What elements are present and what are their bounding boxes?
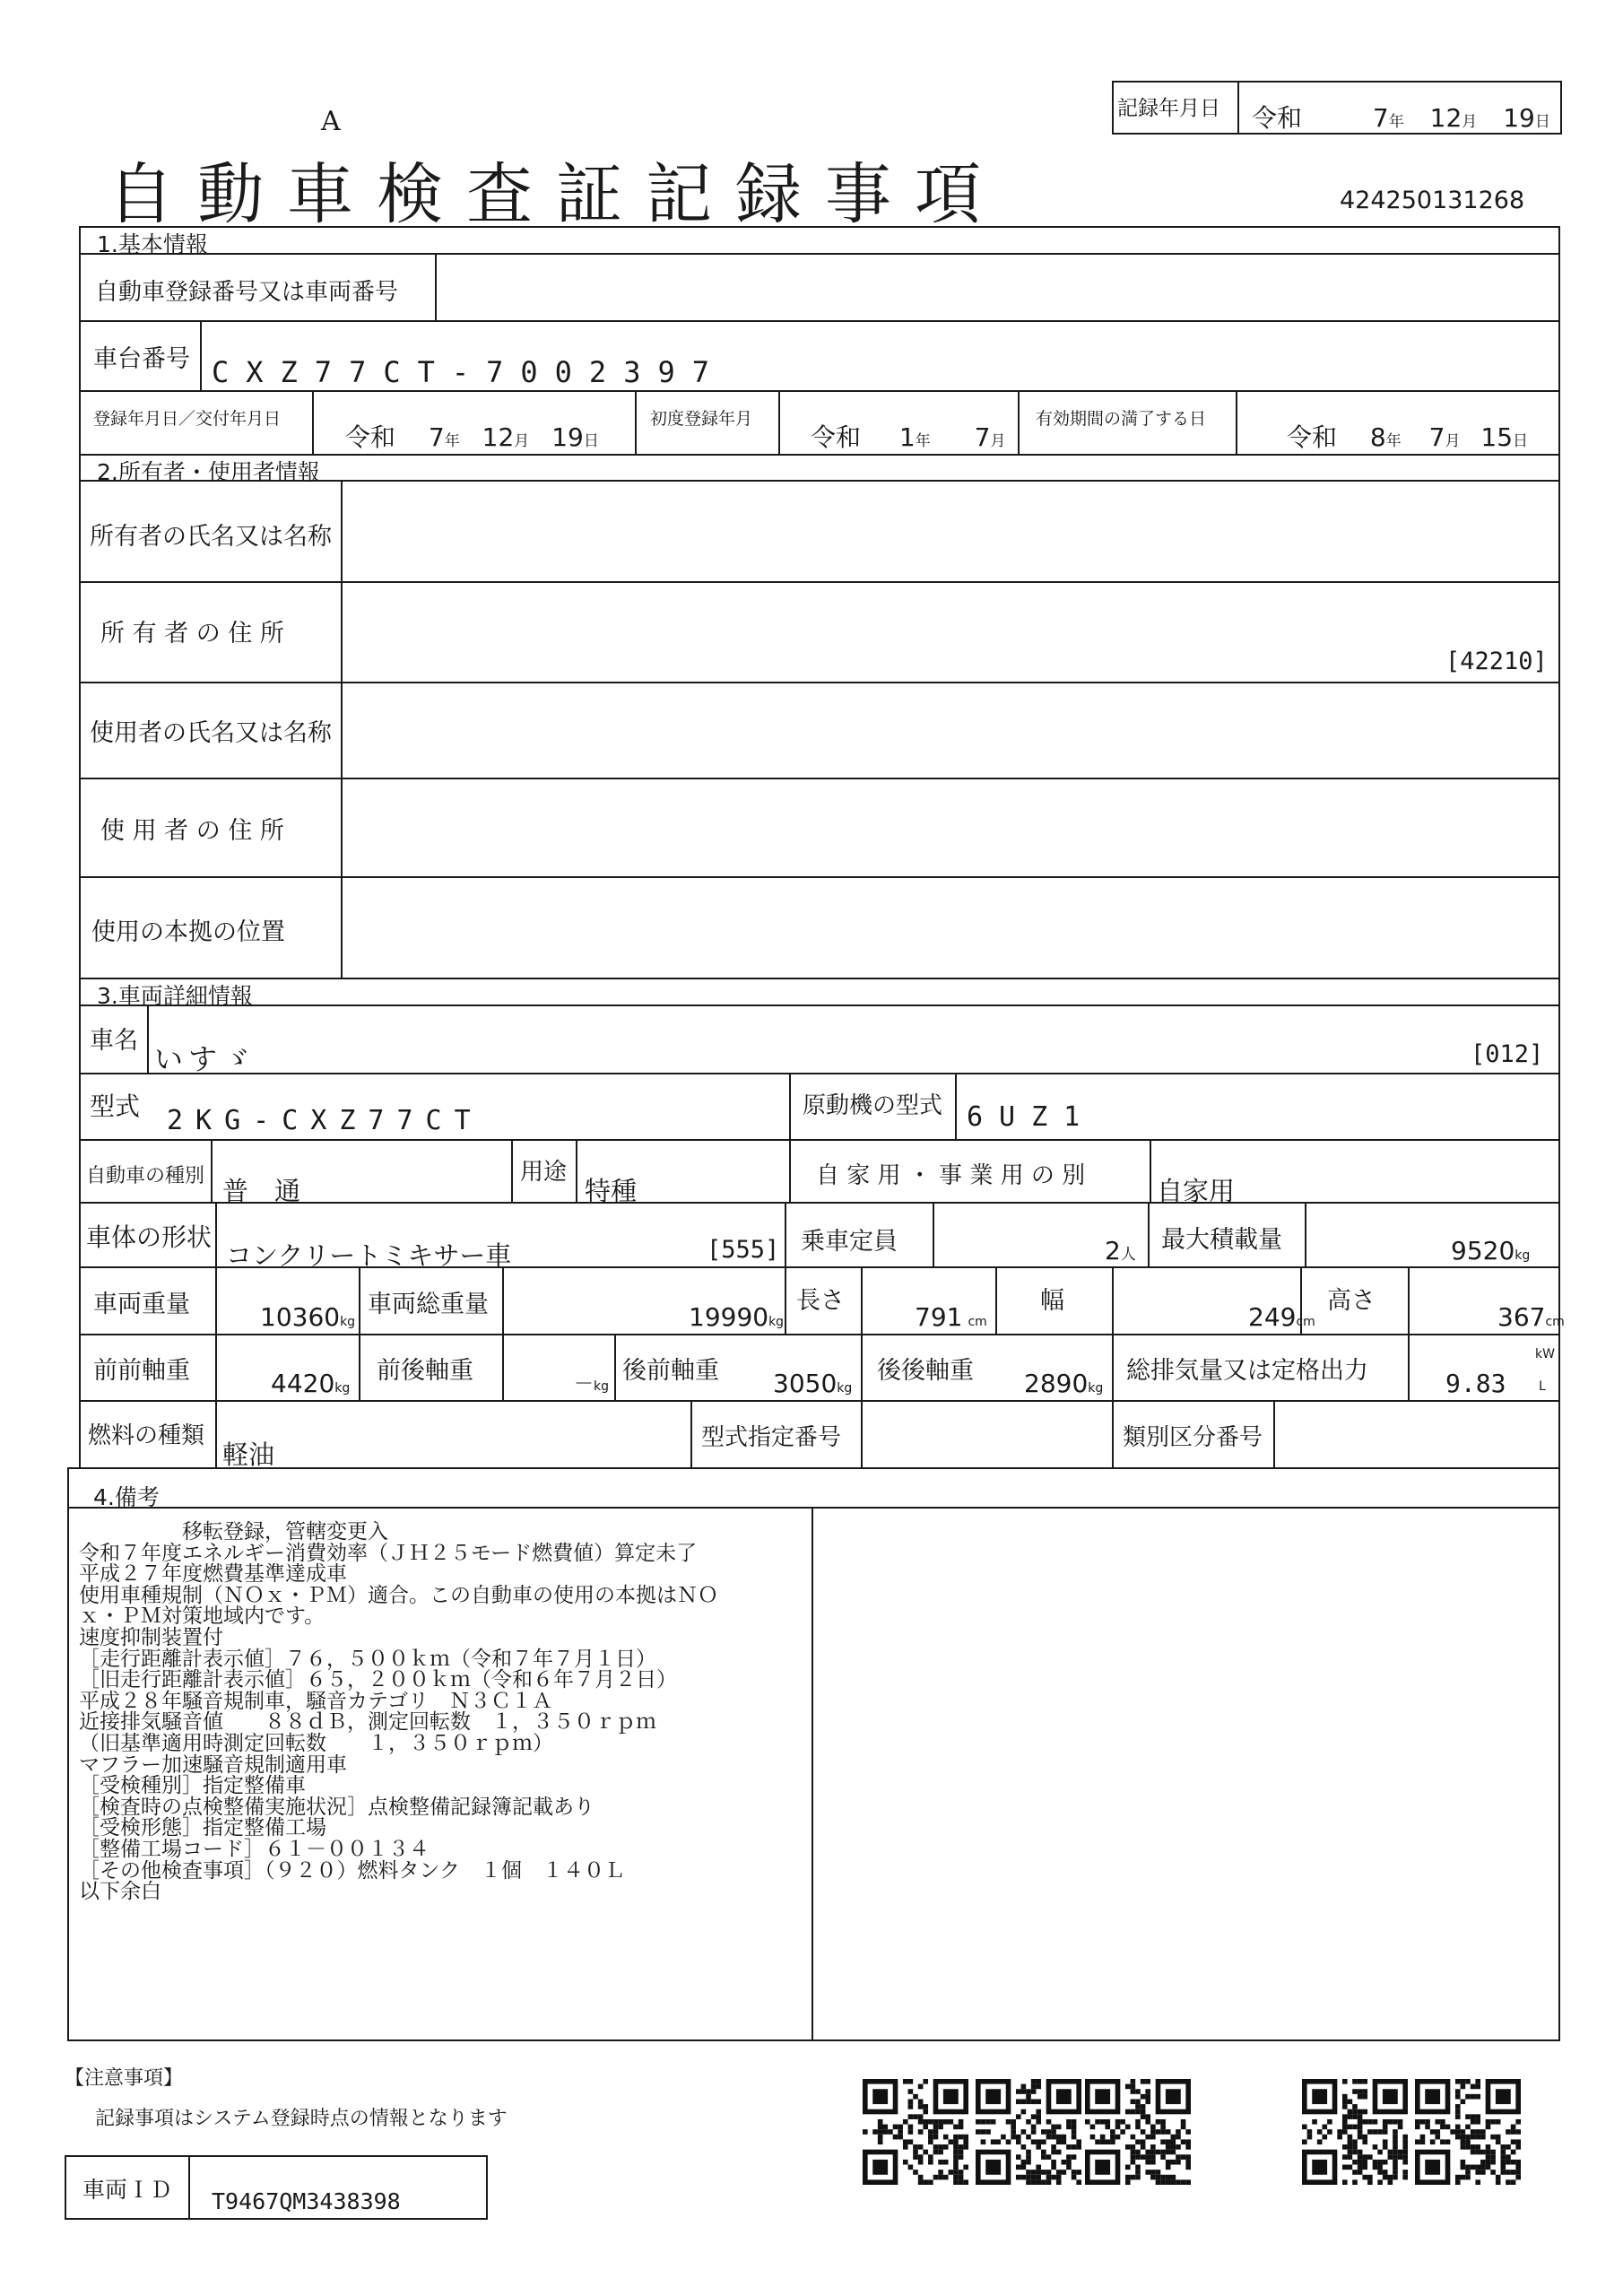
rule <box>79 253 1560 255</box>
day-unit: 日 <box>1513 432 1529 450</box>
fuel-value: 軽油 <box>222 1439 275 1470</box>
rule <box>995 1266 997 1334</box>
qr-code-2 <box>976 2079 1081 2185</box>
length-value <box>915 1302 987 1332</box>
rule <box>79 1334 1560 1335</box>
year: 7 <box>1372 103 1389 133</box>
owner-name-label: 所有者の氏名又は名称 <box>90 523 332 551</box>
rule <box>785 1266 786 1334</box>
kg-unit: kg <box>768 1315 785 1329</box>
month-unit: 月 <box>990 432 1006 450</box>
rule <box>79 876 1560 878</box>
ff-axle-label: 前前軸重 <box>93 1357 190 1385</box>
qr-code-5 <box>1415 2079 1521 2185</box>
month-unit: 月 <box>1445 432 1461 450</box>
private-business-value: 自家用 <box>1157 1176 1236 1206</box>
category-label: 類別区分番号 <box>1123 1424 1263 1451</box>
rule <box>614 1334 616 1400</box>
year: 8 <box>1369 422 1386 452</box>
vehicle-id-value: T9467QM3438398 <box>212 2188 401 2214</box>
kw-unit: kW <box>1535 1347 1555 1361</box>
rule <box>861 1400 863 1469</box>
rule <box>79 1400 1560 1402</box>
rule <box>1150 1139 1151 1202</box>
rule <box>778 390 780 456</box>
rr-axle-label: 後後軸重 <box>877 1357 974 1385</box>
rule <box>79 1004 1560 1006</box>
rule <box>312 390 314 456</box>
owner-info-title: 2.所有者・使用者情報 <box>97 459 320 485</box>
year-unit: 年 <box>1385 432 1402 450</box>
rule <box>789 1139 791 1202</box>
remarks-text: 移転登録，管轄変更入 令和７年度エネルギー消費効率（ＪＨ２５モード燃費値）算定未了 平成２７年度燃費基準達成車 使用車種規制（ＮＯｘ・ＰＭ）適合。この自動車の使用の本拠はＮＯ ｘ・ＰＭ対策地域内です。 速度抑制装置付 ［走行距離計表示値］７６，５００ｋｍ（令和７年７月１日） ［旧走行距離計表示値］６５，２００ｋｍ（令和６年７月２日） 平成２８年騒音規制車，騒音カテゴリ Ｎ３Ｃ１Ａ 近接排気騒音値 ８８ｄＢ，測定回転数 １，３５０ｒｐｍ （旧基準適用時測定回転数 １，３５０ｒｐｍ） マフラー加速騒音規制適用車 ［受検種別］指定整備車 ［検査時の点検整備実施状況］点検整備記録簿記載あり ［受検形態］指定整備工場 ［整備工場コード］６１－００１３４ ［その他検査事項］（９２０）燃料タンク １個 １４０Ｌ 以下余白 <box>79 1520 718 1904</box>
rule <box>502 1334 504 1400</box>
ff-axle-number: 4420 <box>271 1369 335 1398</box>
vehicle-id-label: 車両ＩＤ <box>82 2177 173 2203</box>
max-load-number: 9520 <box>1451 1236 1515 1265</box>
rule <box>789 1073 791 1139</box>
month: 7 <box>974 422 991 452</box>
user-name-label: 使用者の氏名又は名称 <box>90 719 332 747</box>
month-unit: 月 <box>1462 113 1478 131</box>
rule <box>341 480 343 979</box>
rule <box>1273 1400 1275 1469</box>
year-unit: 年 <box>1388 113 1404 131</box>
private-business-label: 自 家 用 ・ 事 業 用 の 別 <box>816 1162 1086 1189</box>
gross-number: 19990 <box>689 1302 769 1332</box>
year: 1 <box>898 422 916 452</box>
remarks-title: 4.備考 <box>93 1484 160 1510</box>
record-date-label: 記録年月日 <box>1117 97 1220 120</box>
rule <box>1112 1334 1114 1400</box>
rule <box>215 1400 217 1469</box>
rule <box>1236 390 1237 456</box>
capacity-unit: 人 <box>1120 1246 1136 1264</box>
kg-unit: kg <box>837 1381 853 1396</box>
rule <box>933 1202 934 1266</box>
displacement-label: 総排気量又は定格出力 <box>1126 1357 1368 1385</box>
rule <box>79 1202 1560 1204</box>
rule <box>1112 1400 1114 1469</box>
day: 19 <box>551 422 584 452</box>
month: 12 <box>482 422 515 452</box>
qr-code-4 <box>1302 2079 1408 2185</box>
rule <box>861 1266 863 1334</box>
kg-unit: kg <box>340 1315 356 1329</box>
displacement-value: 9.83 <box>1445 1369 1506 1398</box>
engine-value: 6UZ1 <box>967 1101 1097 1133</box>
rule <box>79 1073 1560 1074</box>
rule <box>502 1266 504 1334</box>
rule <box>635 390 637 456</box>
width-number: 249 <box>1248 1302 1297 1332</box>
first-reg-label: 初度登録年月 <box>650 409 753 429</box>
body-value: コンクリートミキサー車 <box>226 1240 512 1271</box>
kg-unit: kg <box>1088 1381 1104 1396</box>
record-date-value <box>1252 99 1550 135</box>
rule <box>511 1139 513 1202</box>
base-location-label: 使用の本拠の位置 <box>91 918 285 946</box>
notes-title: 【注意事項】 <box>65 2067 184 2090</box>
body-code: [555] <box>707 1236 780 1264</box>
user-address-label: 使 用 者 の 住 所 <box>100 817 284 845</box>
rule <box>188 2155 190 2220</box>
kg-unit: kg <box>1515 1248 1531 1263</box>
max-load-value <box>1451 1236 1530 1265</box>
rule <box>79 581 1560 583</box>
height-number: 367 <box>1497 1302 1546 1332</box>
weight-label: 車両重量 <box>93 1291 190 1318</box>
notes-text: 記録事項はシステム登録時点の情報となります <box>95 2108 508 2130</box>
reg-date-value <box>345 418 599 454</box>
fr-axle-value <box>574 1369 609 1396</box>
weight-value <box>260 1302 355 1332</box>
length-number: 791 <box>915 1302 963 1332</box>
cm-unit: cm <box>1545 1315 1565 1329</box>
rule <box>861 1334 863 1400</box>
capacity-label: 乗車定員 <box>801 1228 898 1256</box>
rule <box>79 778 1560 779</box>
expiry-label: 有効期間の満了する日 <box>1036 409 1207 429</box>
owner-code: [42210] <box>1445 648 1548 675</box>
rule <box>79 1139 1560 1141</box>
fr-axle-label: 前後軸重 <box>377 1357 473 1385</box>
rule <box>79 480 1560 482</box>
width-label: 幅 <box>1040 1287 1064 1315</box>
car-name-label: 車名 <box>90 1027 138 1055</box>
kind-value: 普 通 <box>222 1176 301 1206</box>
document-number: 424250131268 <box>1340 187 1525 214</box>
basic-info-title: 1.基本情報 <box>97 231 208 257</box>
use-value: 特種 <box>585 1176 638 1206</box>
model-label: 型式 <box>90 1091 141 1121</box>
year: 7 <box>428 422 445 452</box>
rf-axle-number: 3050 <box>773 1369 838 1398</box>
car-name-value: いすゞ <box>154 1042 257 1076</box>
rule <box>1148 1202 1150 1266</box>
rule <box>812 1507 813 2041</box>
expiry-value <box>1287 418 1528 454</box>
height-value <box>1497 1302 1565 1332</box>
l-unit: L <box>1539 1379 1546 1394</box>
capacity-number: 2 <box>1105 1236 1121 1265</box>
cm-unit: cm <box>1296 1315 1315 1329</box>
rule <box>215 1334 217 1400</box>
type-designation-label: 型式指定番号 <box>701 1424 842 1451</box>
rule <box>785 1202 786 1266</box>
year-unit: 年 <box>444 432 460 450</box>
rule <box>1408 1334 1410 1400</box>
rule <box>435 253 437 320</box>
qr-code-3 <box>1085 2079 1191 2185</box>
rule <box>1018 390 1020 456</box>
rule <box>67 1507 1560 1509</box>
rule <box>79 390 1560 392</box>
era: 令和 <box>1287 422 1338 452</box>
record-date-divider <box>1237 81 1239 135</box>
rr-axle-number: 2890 <box>1024 1369 1089 1398</box>
month-unit: 月 <box>514 432 530 450</box>
rule <box>690 1400 692 1469</box>
rule <box>200 320 202 390</box>
length-label: 長さ <box>796 1287 845 1315</box>
rule <box>215 1202 217 1266</box>
width-value <box>1248 1302 1315 1332</box>
era: 令和 <box>811 422 862 452</box>
year-unit: 年 <box>915 432 931 450</box>
reg-number-label: 自動車登録番号又は車両番号 <box>95 279 399 306</box>
rule <box>955 1073 957 1139</box>
vehicle-info-title: 3.車両詳細情報 <box>97 983 253 1009</box>
era: 令和 <box>345 422 396 452</box>
kg-unit: kg <box>594 1379 610 1394</box>
rule <box>147 1004 149 1073</box>
engine-label: 原動機の型式 <box>803 1092 943 1119</box>
first-reg-value <box>811 418 1005 454</box>
qr-code-1 <box>863 2079 968 2185</box>
gross-label: 車両総重量 <box>368 1291 489 1318</box>
rule <box>79 682 1560 683</box>
chassis-label: 車台番号 <box>93 345 190 373</box>
kind-label: 自動車の種別 <box>86 1165 205 1187</box>
reg-date-label: 登録年月日／交付年月日 <box>93 409 282 429</box>
max-load-label: 最大積載量 <box>1161 1226 1282 1254</box>
day-unit: 日 <box>1534 113 1550 131</box>
rule <box>211 1139 213 1202</box>
rule <box>79 320 1560 322</box>
car-name-code: [012] <box>1471 1040 1544 1068</box>
ff-axle-value <box>271 1369 350 1398</box>
fuel-label: 燃料の種類 <box>88 1422 205 1449</box>
day-unit: 日 <box>583 432 599 450</box>
rule <box>359 1334 360 1400</box>
rule <box>1112 1266 1114 1334</box>
fr-axle-number: － <box>574 1373 595 1396</box>
rr-axle-value <box>1024 1369 1103 1398</box>
rule <box>215 1266 217 1334</box>
model-value: 2KG-CXZ77CT <box>167 1105 483 1136</box>
era: 令和 <box>1252 103 1303 133</box>
day: 19 <box>1503 103 1535 133</box>
rule <box>1305 1202 1306 1266</box>
weight-number: 10360 <box>260 1302 341 1332</box>
corner-letter: A <box>321 106 341 137</box>
rule <box>576 1139 577 1202</box>
month: 7 <box>1428 422 1445 452</box>
cm-unit: cm <box>968 1315 987 1329</box>
use-label: 用途 <box>520 1159 568 1186</box>
rf-axle-label: 後前軸重 <box>622 1357 719 1385</box>
document-title: 自動車検査証記録事項 <box>108 156 1004 233</box>
rf-axle-value <box>773 1369 852 1398</box>
rule <box>1408 1266 1410 1334</box>
rule <box>359 1266 360 1334</box>
gross-value <box>689 1302 784 1332</box>
owner-address-label: 所 有 者 の 住 所 <box>100 620 284 648</box>
chassis-number: CXZ77CT-7002397 <box>212 355 726 389</box>
month: 12 <box>1429 103 1462 133</box>
day: 15 <box>1480 422 1514 452</box>
kg-unit: kg <box>334 1381 351 1396</box>
height-label: 高さ <box>1327 1287 1376 1315</box>
capacity-value <box>1105 1236 1136 1265</box>
body-label: 車体の形状 <box>86 1222 213 1252</box>
